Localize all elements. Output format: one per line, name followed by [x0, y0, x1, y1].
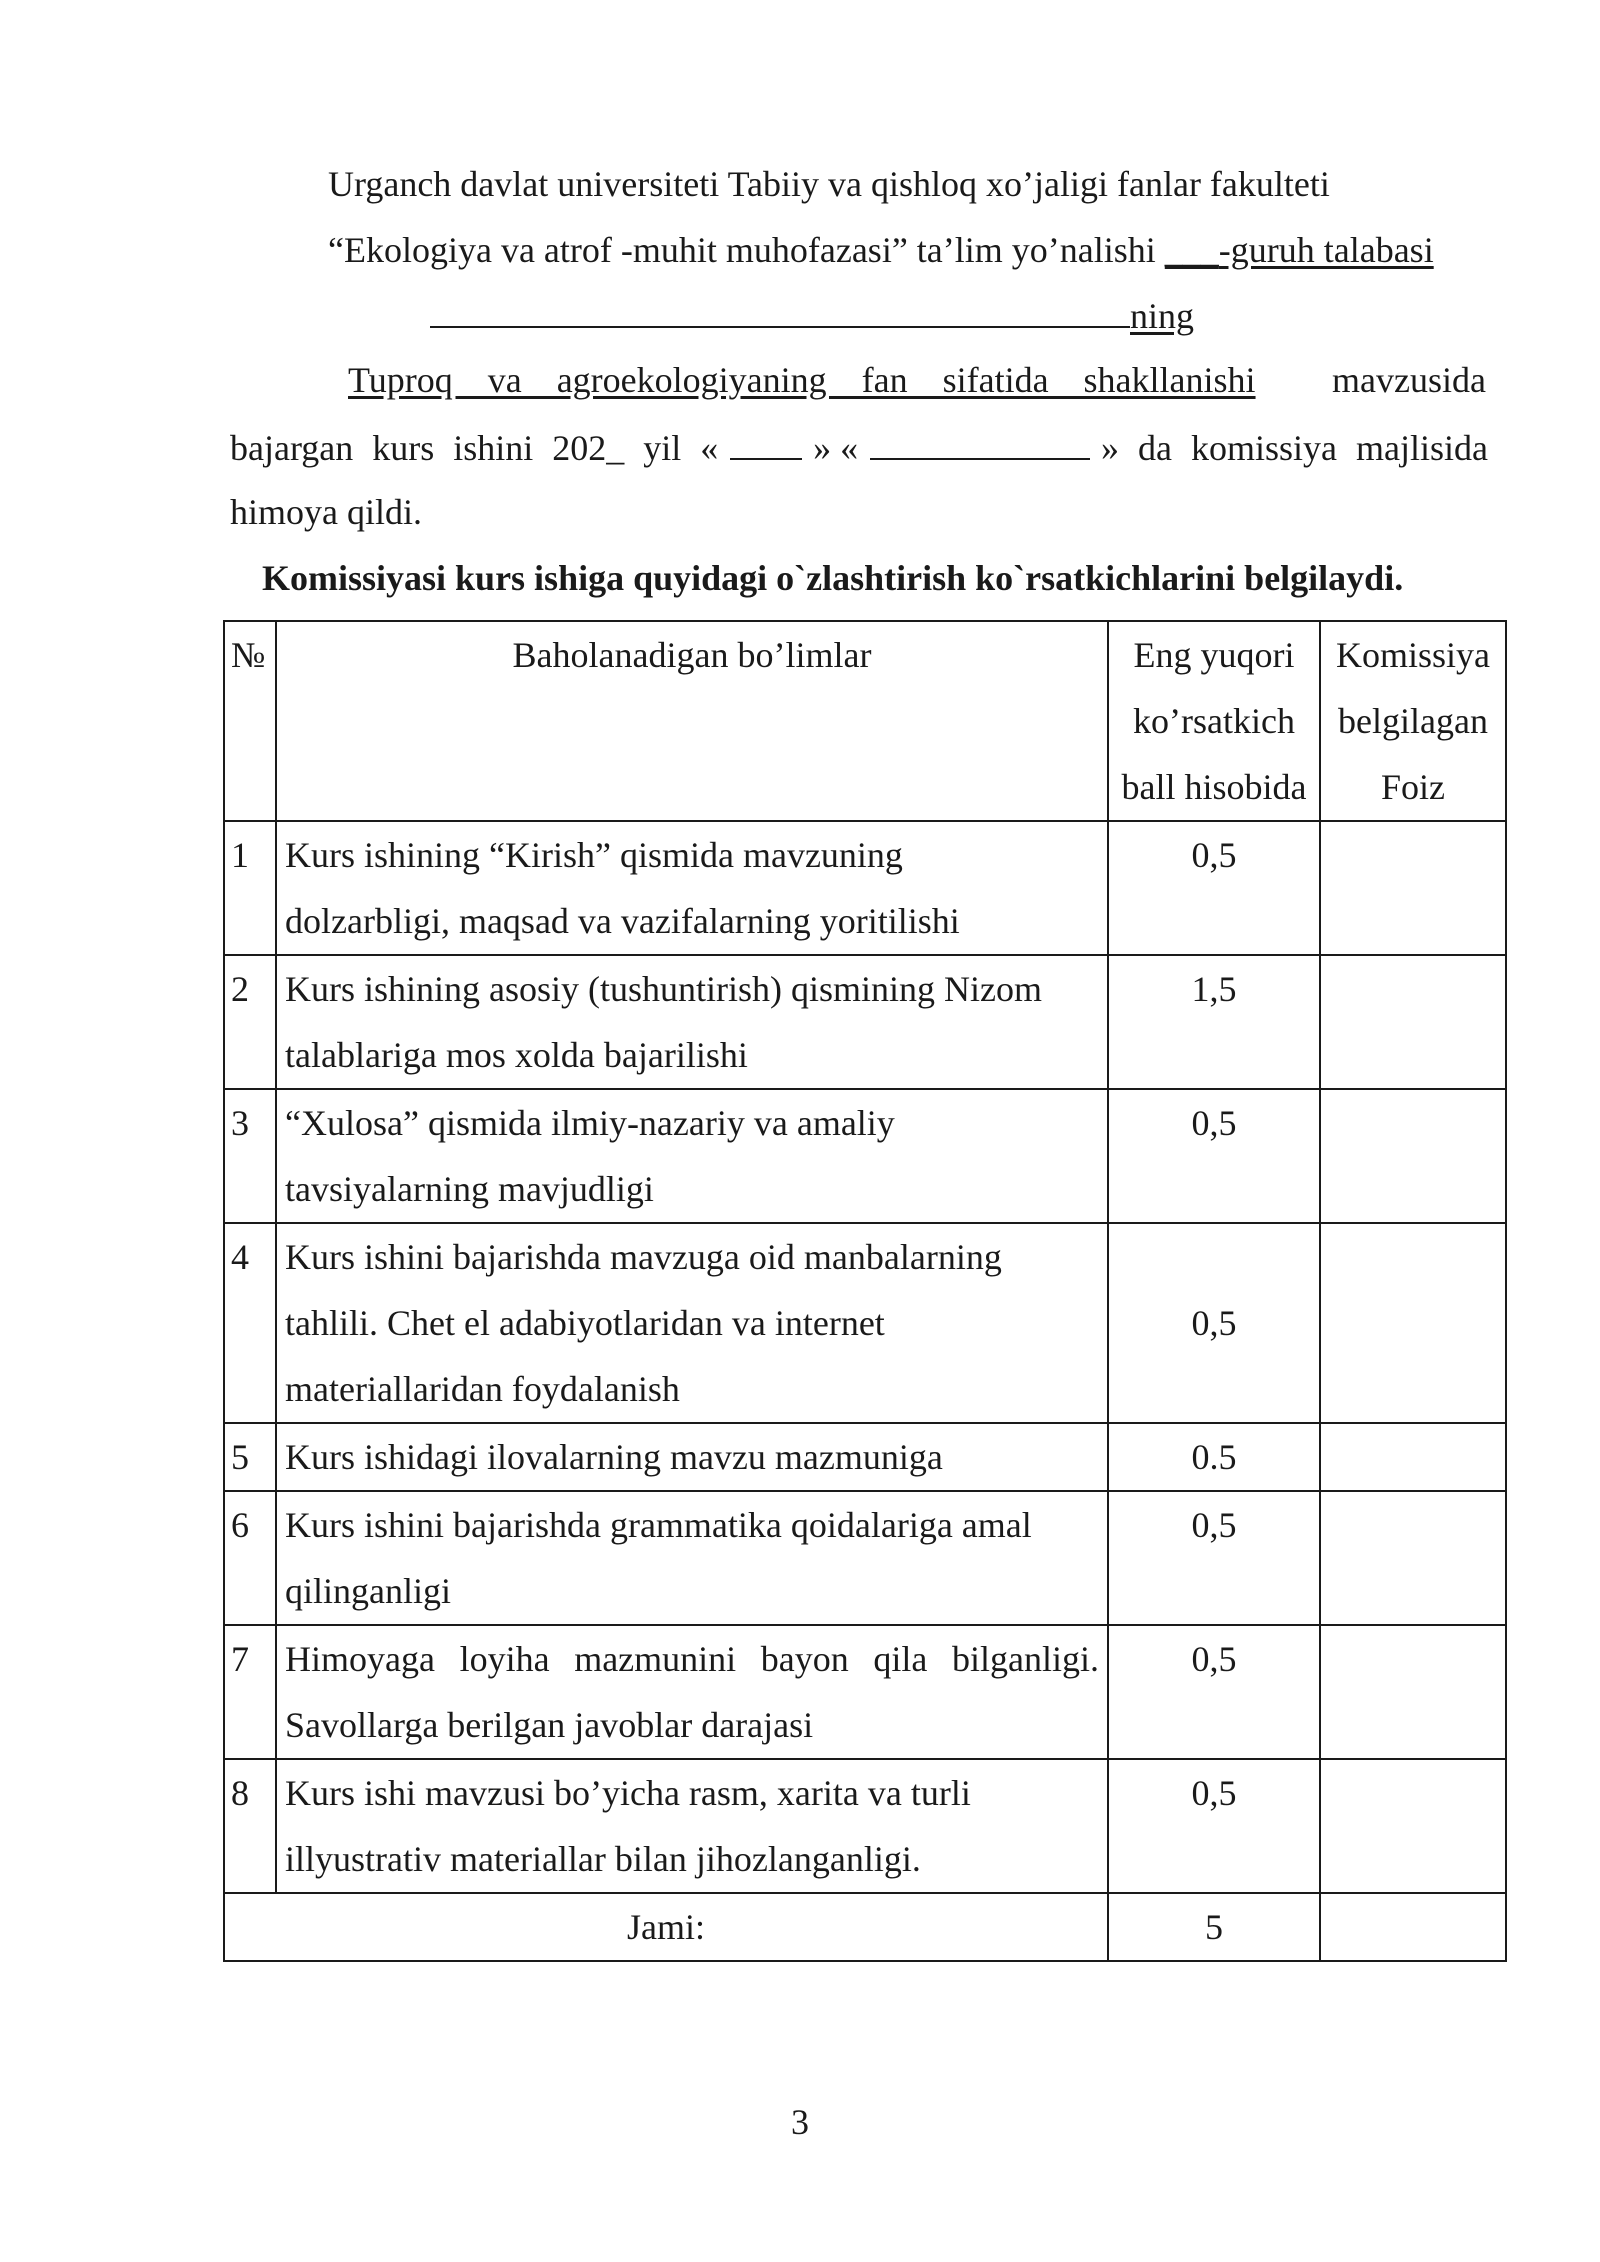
row-commission-score: [1320, 1223, 1506, 1423]
defense-date-text-c: » da komissiya majlisida: [1100, 428, 1488, 468]
row-section: [276, 1625, 1108, 1759]
table-row: [224, 821, 1506, 955]
assessment-table: [223, 620, 1507, 1962]
student-name-blank: [430, 292, 1130, 328]
row-section-line: “Xulosa” qismida ilmiy-nazariy va amaliy: [285, 1103, 895, 1143]
page-number: 3: [791, 2102, 809, 2142]
row-section-line: Savollarga berilgan javoblar darajasi: [285, 1705, 814, 1745]
table-row: [224, 1625, 1506, 1759]
row-number: 3: [224, 1089, 276, 1223]
row-section-line: Kurs ishi mavzusi bo’yicha rasm, xarita va turli: [285, 1773, 971, 1813]
row-max-score: 0,5: [1108, 1089, 1320, 1223]
row-max-score: 0.5: [1108, 1423, 1320, 1491]
header-section: Baholanadigan bo’limlar: [276, 621, 1108, 821]
row-number: 1: [224, 821, 276, 955]
row-section-line: Kurs ishining asosiy (tushuntirish) qismining Nizom: [285, 969, 1043, 1009]
table-row: [224, 1759, 1506, 1893]
row-commission-score: [1320, 1423, 1506, 1491]
topic-suffix: mavzusida: [1332, 360, 1486, 400]
total-max-score: 5: [1108, 1893, 1320, 1961]
row-section-line: Himoyaga loyiha mazmunini bayon qila bilganligi.: [285, 1639, 1099, 1679]
header-number: №: [224, 621, 276, 821]
row-section: [276, 821, 1108, 955]
row-section-line: qilinganligi: [285, 1571, 451, 1611]
row-number: 6: [224, 1491, 276, 1625]
group-blank: ___: [1164, 230, 1219, 270]
row-number: 4: [224, 1223, 276, 1423]
row-section-line: tahlili. Chet el adabiyotlaridan va internet: [285, 1303, 885, 1343]
row-section: [276, 1491, 1108, 1625]
header-commission: [1320, 621, 1506, 821]
header-comm-line2: belgilagan: [1338, 701, 1488, 741]
row-section-line: Kurs ishini bajarishda grammatika qoidalariga amal: [285, 1505, 1032, 1545]
direction-text: “Ekologiya va atrof -muhit muhofazasi” ta’lim yo’nalishi: [328, 230, 1165, 270]
student-name-line: [430, 292, 1194, 338]
row-max-score: 0,5: [1108, 1759, 1320, 1893]
row-max-score: 0,5: [1108, 821, 1320, 955]
table-heading: Komissiyasi kurs ishiga quyidagi o`zlashtirish ko`rsatkichlarini belgilaydi.: [262, 558, 1404, 598]
row-number: 7: [224, 1625, 276, 1759]
row-number: 2: [224, 955, 276, 1089]
row-number: 8: [224, 1759, 276, 1893]
topic-title: Tuproq va agroekologiyaning fan sifatida shakllanishi: [348, 360, 1256, 400]
row-section: [276, 955, 1108, 1089]
table-row: [224, 955, 1506, 1089]
table-total-row: [224, 1893, 1506, 1961]
row-commission-score: [1320, 1491, 1506, 1625]
header-comm-line1: Komissiya: [1335, 635, 1490, 675]
header-max-line1: Eng yuqori: [1133, 635, 1295, 675]
row-section-line: tavsiyalarning mavjudligi: [285, 1169, 654, 1209]
total-label: Jami:: [224, 1893, 1108, 1961]
row-section-line: Kurs ishidagi ilovalarning mavzu mazmuniga: [285, 1437, 943, 1477]
header-max-score: [1108, 621, 1320, 821]
row-max-score: 0,5: [1108, 1491, 1320, 1625]
row-section-line: illyustrativ materiallar bilan jihozlanganligi.: [285, 1839, 921, 1879]
row-section-line: materiallaridan foydalanish: [285, 1369, 680, 1409]
row-section-line: Kurs ishining “Kirish” qismida mavzuning: [285, 835, 903, 875]
table-row: [224, 1089, 1506, 1223]
header-max-line2: ko’rsatkich: [1133, 701, 1295, 741]
table-row: [224, 1423, 1506, 1491]
row-commission-score: [1320, 1089, 1506, 1223]
header-comm-line3: Foiz: [1380, 767, 1445, 807]
row-commission-score: [1320, 1625, 1506, 1759]
row-section-line: Kurs ishini bajarishda mavzuga oid manbalarning: [285, 1237, 1002, 1277]
defense-date-text-b: » «: [813, 428, 859, 468]
defended-line: himoya qildi.: [230, 492, 422, 532]
row-commission-score: [1320, 1759, 1506, 1893]
table-header-row: [224, 621, 1506, 821]
header-max-line3: ball hisobida: [1121, 767, 1307, 807]
row-section: [276, 1089, 1108, 1223]
faculty-line: Urganch davlat universiteti Tabiiy va qishloq xo’jaligi fanlar fakulteti: [328, 164, 1330, 204]
row-number: 5: [224, 1423, 276, 1491]
table-row: [224, 1491, 1506, 1625]
row-section: [276, 1423, 1108, 1491]
row-section: [276, 1759, 1108, 1893]
direction-line: [328, 228, 1434, 272]
row-max-score: 0,5: [1108, 1223, 1320, 1423]
group-suffix: -guruh talabasi: [1218, 230, 1434, 270]
student-name-suffix: ning: [1130, 296, 1195, 336]
row-section-line: dolzarbligi, maqsad va vazifalarning yoritilishi: [285, 901, 960, 941]
topic-line: [348, 358, 1486, 402]
defense-date-text-a: bajargan kurs ishini 202_ yil «: [230, 428, 719, 468]
row-section: [276, 1223, 1108, 1423]
table-row: [224, 1223, 1506, 1423]
total-commission-score: [1320, 1893, 1506, 1961]
row-max-score: 1,5: [1108, 955, 1320, 1089]
defense-date-line: [230, 424, 1488, 470]
row-max-score: 0,5: [1108, 1625, 1320, 1759]
row-section-line: talablariga mos xolda bajarilishi: [285, 1035, 748, 1075]
day-blank: [730, 424, 802, 460]
row-commission-score: [1320, 955, 1506, 1089]
row-commission-score: [1320, 821, 1506, 955]
month-blank: [870, 424, 1090, 460]
